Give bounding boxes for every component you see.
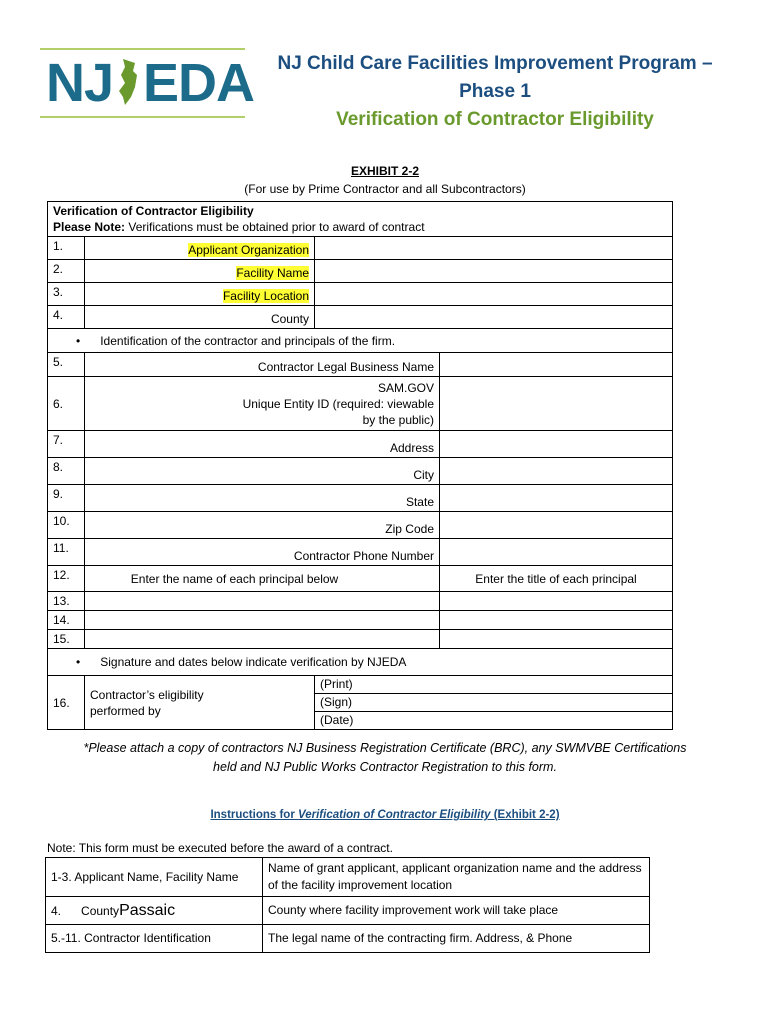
form-heading: Verification of Contractor Eligibility: [53, 204, 254, 218]
footnote-line1: *Please attach a copy of contractors NJ Business Registration Certificate (BRC), any SWMVBE Certifications: [83, 741, 687, 755]
address-field[interactable]: [440, 431, 673, 458]
county-label: County: [85, 306, 315, 329]
date-label: (Date): [320, 713, 354, 727]
instruction-item-label: County: [81, 903, 120, 918]
legal-business-name-label: Contractor Legal Business Name: [85, 353, 440, 377]
form-row-2: [48, 260, 673, 283]
bullet-signature-text: Signature and dates below indicate verification by NJEDA: [100, 655, 407, 669]
eligibility-label-line2: performed by: [90, 703, 161, 718]
unique-entity-id-field[interactable]: [440, 377, 673, 431]
legal-business-name-field[interactable]: [440, 353, 673, 377]
instruction-description: Name of grant applicant, applicant organization name and the address of the facility improvement location: [263, 858, 650, 897]
form-row-9: [48, 485, 673, 512]
row-number: 1.: [48, 237, 85, 260]
facility-location-field[interactable]: [315, 283, 673, 306]
county-field[interactable]: [315, 306, 673, 329]
new-jersey-state-icon: [115, 57, 141, 107]
sign-label: (Sign): [320, 695, 353, 709]
row-number: 4.: [48, 306, 85, 329]
row-label-cell: [85, 283, 315, 306]
instructions-row: [46, 897, 650, 925]
row-number: 10.: [48, 512, 85, 539]
city-label: City: [85, 458, 440, 485]
zip-code-field[interactable]: [440, 512, 673, 539]
principal-title-field[interactable]: [440, 592, 673, 611]
footnote-line2: held and NJ Public Works Contractor Registration to this form.: [213, 760, 557, 774]
exhibit-title: EXHIBIT 2-2: [350, 164, 419, 178]
row-number: 3.: [48, 283, 85, 306]
form-row-3: [48, 283, 673, 306]
facility-location-label: Facility Location: [222, 289, 309, 303]
title-verification: Verification of Contractor Eligibility: [336, 109, 654, 130]
phone-number-field[interactable]: [440, 539, 673, 566]
principal-title-header: Enter the title of each principal: [440, 566, 673, 592]
form-row-12: [48, 566, 673, 592]
document-title: [255, 50, 735, 134]
form-row-5: [48, 353, 673, 377]
verification-form: [47, 201, 673, 730]
eligibility-label-line1: Contractor’s eligibility: [90, 687, 204, 702]
instructions-table: [45, 857, 650, 953]
state-label: State: [85, 485, 440, 512]
instructions-row: [46, 925, 650, 953]
sign-field[interactable]: [315, 694, 673, 712]
form-row-8: [48, 458, 673, 485]
instructions-title-italic: Verification of Contractor Eligibility: [297, 809, 491, 821]
instruction-item: [46, 897, 263, 925]
title-phase: Phase 1: [459, 81, 531, 102]
logo-top-line: [40, 48, 245, 50]
instructions-title-suffix: (Exhibit 2-2): [490, 809, 560, 821]
instruction-description: The legal name of the contracting firm. Address, & Phone: [263, 925, 650, 953]
form-row-16-print: [48, 676, 673, 694]
applicant-organization-field[interactable]: [315, 237, 673, 260]
row-number: 11.: [48, 539, 85, 566]
logo-wordmark: [46, 54, 254, 112]
state-field[interactable]: [440, 485, 673, 512]
row-label-cell: [85, 260, 315, 283]
form-heading-row: [48, 202, 673, 237]
bullet-row-signature: [48, 649, 673, 676]
instruction-item: 1-3. Applicant Name, Facility Name: [46, 858, 263, 897]
bullet-row-identification: [48, 329, 673, 353]
unique-entity-id-label: [85, 377, 440, 431]
form-row-11: [48, 539, 673, 566]
instructions-title-prefix: Instructions for: [210, 809, 298, 821]
county-value-passaic[interactable]: Passaic: [119, 901, 176, 919]
form-heading-cell: [48, 202, 673, 237]
title-program: NJ Child Care Facilities Improvement Program –: [277, 53, 713, 74]
row-number: 13.: [48, 592, 85, 611]
phone-number-label: Contractor Phone Number: [85, 539, 440, 566]
form-row-6: [48, 377, 673, 431]
bullet-identification: • Identification of the contractor and principals of the firm.: [48, 329, 673, 353]
row-number: 16.: [48, 676, 85, 730]
form-note-label: Please Note:: [53, 220, 126, 234]
instructions-note: Note: This form must be executed before the award of a contract.: [47, 841, 393, 855]
instruction-item-number: 4.: [51, 903, 62, 918]
row-number: 7.: [48, 431, 85, 458]
row-number: 9.: [48, 485, 85, 512]
row-number: 8.: [48, 458, 85, 485]
attachment-footnote: [40, 739, 730, 777]
principal-name-field[interactable]: [85, 630, 440, 649]
instruction-item: 5.-11. Contractor Identification: [46, 925, 263, 953]
logo-text-nj: NJ: [46, 53, 114, 113]
city-field[interactable]: [440, 458, 673, 485]
principal-name-field[interactable]: [85, 611, 440, 630]
form-note-text: Verifications must be obtained prior to award of contract: [125, 220, 425, 234]
logo-text-eda: EDA: [143, 53, 255, 113]
sam-gov-label: SAM.GOV: [377, 380, 434, 395]
unique-entity-label-line3: by the public): [362, 412, 434, 427]
form-row-13: [48, 592, 673, 611]
principal-title-field[interactable]: [440, 630, 673, 649]
instructions-row: [46, 858, 650, 897]
form-row-14: [48, 611, 673, 630]
form-row-7: [48, 431, 673, 458]
print-field[interactable]: [315, 676, 673, 694]
row-number: 6.: [48, 377, 85, 431]
row-number: 14.: [48, 611, 85, 630]
row-number: 5.: [48, 353, 85, 377]
principal-name-header: Enter the name of each principal below: [85, 566, 440, 592]
form-row-15: [48, 630, 673, 649]
address-label: Address: [85, 431, 440, 458]
facility-name-label: Facility Name: [236, 266, 309, 280]
principal-name-field[interactable]: [85, 592, 440, 611]
bullet-identification-text: Identification of the contractor and principals of the firm.: [100, 333, 396, 348]
row-number: 15.: [48, 630, 85, 649]
unique-entity-label-line2: Unique Entity ID (required: viewable: [242, 396, 434, 411]
print-label: (Print): [320, 677, 353, 691]
njeda-logo: [40, 48, 255, 118]
form-row-10: [48, 512, 673, 539]
bullet-signature: • Signature and dates below indicate verification by NJEDA: [48, 649, 673, 676]
eligibility-performed-by-label: [85, 676, 315, 730]
principal-title-field[interactable]: [440, 611, 673, 630]
form-row-4: [48, 306, 673, 329]
instruction-description: County where facility improvement work will take place: [263, 897, 650, 925]
row-number: 12.: [48, 566, 85, 592]
row-number: 2.: [48, 260, 85, 283]
instructions-title: [0, 809, 770, 821]
exhibit-subtitle: (For use by Prime Contractor and all Subcontractors): [244, 182, 526, 196]
zip-code-label: Zip Code: [85, 512, 440, 539]
facility-name-field[interactable]: [315, 260, 673, 283]
date-field[interactable]: [315, 712, 673, 730]
applicant-organization-label: Applicant Organization: [188, 243, 309, 257]
logo-bottom-line: [40, 116, 245, 118]
form-row-1: [48, 237, 673, 260]
row-label-cell: [85, 237, 315, 260]
